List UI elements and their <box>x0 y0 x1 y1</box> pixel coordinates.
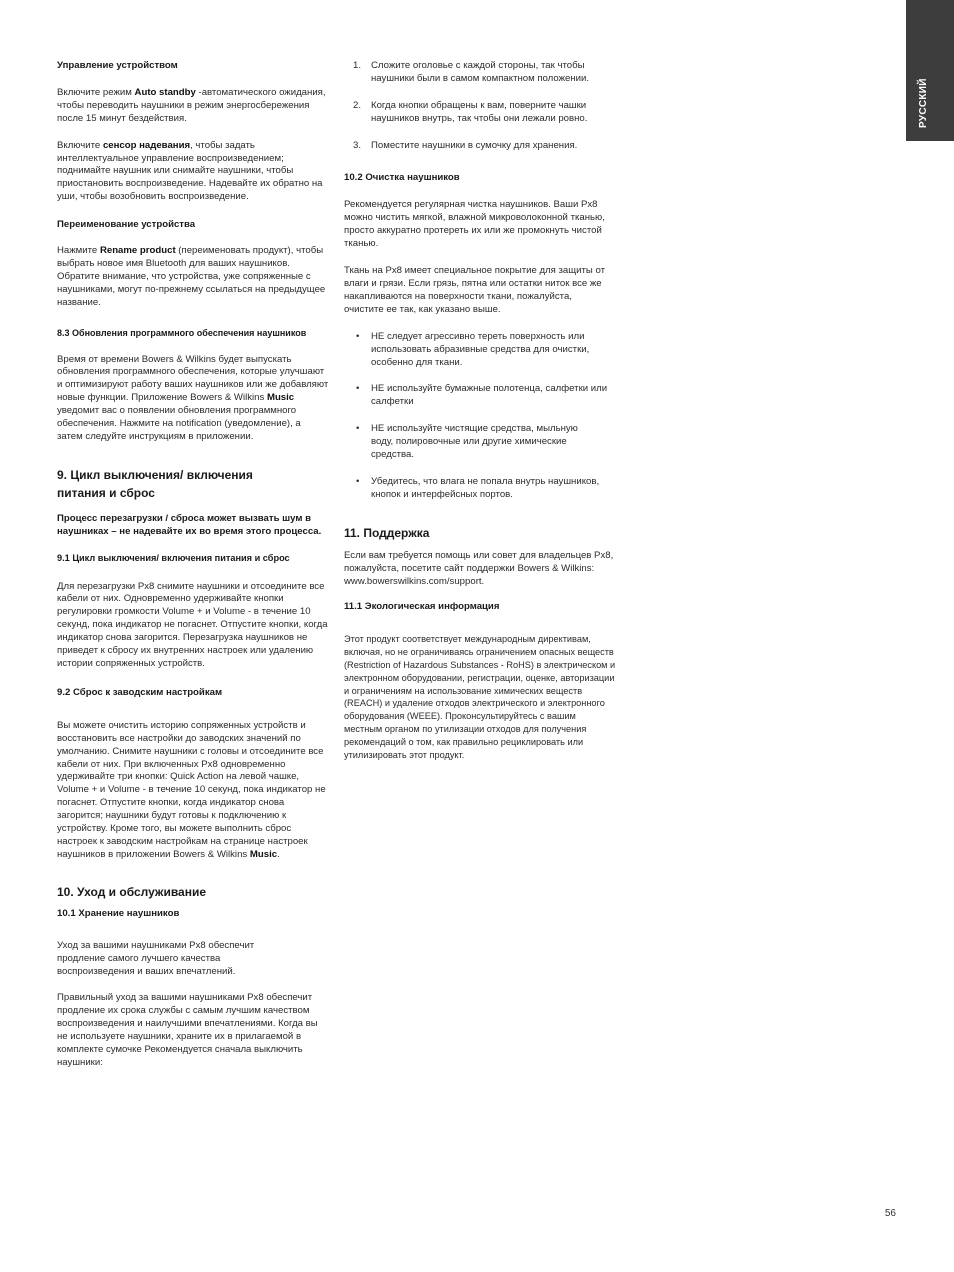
paragraph-11: Если вам требуется помощь или совет для владельцев Px8, пожалуйста, посетите сайт поддержки Bowers & Wilkins: www.bowerswilkins.com/support. <box>344 549 614 587</box>
list-item: 2. Когда кнопки обращены к вам, поверните чашки наушников внутрь, так чтобы они лежали ровно. <box>353 99 588 124</box>
paragraph-wear-sensor: Включите сенсор надевания, чтобы задать интеллектуальное управление воспроизведением; поднимайте наушник или снимайте наушники, чтобы приостановить воспроизведение. Надевайте их обратно на уши, чтобы возобновить воспроизведение. <box>57 139 323 203</box>
heading-rename-device: Переименование устройства <box>57 219 196 231</box>
paragraph-9-1: Для перезагрузки Px8 снимите наушники и отсоедините все кабели от них. Одновременно удерживайте кнопки регулировки громкости Volume + и Volume - в течение 10 секунд, пока индикатор не погаснет. Отпустите кнопки, когда индикатор снова загорится. Перезагрузка наушников не приведет к сбросу их внутренних настроек или удалению истории сопряженных устройств. <box>57 580 328 669</box>
bullet: • <box>356 475 360 487</box>
paragraph-9-2: Вы можете очистить историю сопряженных устройств и восстановить все настройки до заводских значений по умолчанию. Снимите наушники с головы и отсоедините все кабели от них. При включенных Px8 одновременно удерживайте три кнопки: Quick Action на левой чашке, Volume + и Volume - в течение 10 секунд, пока индикатор не погаснет. Отпустите кнопки, когда индикатор снова загорится; наушники будут готовы к подключению к устройству. Кроме того, вы можете выполнить сброс настроек к заводским настройкам на странице настроек наушников в приложении Bowers & Wilkins Music. <box>57 719 326 860</box>
page-number: 56 <box>884 1208 896 1219</box>
list-item: • НЕ используйте чистящие средства, мыльную воду, полировочные или другие химические средства. <box>356 423 578 461</box>
paragraph-10-2-a: Рекомендуется регулярная чистка наушников. Ваши Px8 можно чистить мягкой, влажной микроволоконной тканью, просто аккуратно протереть их или же промокнуть чистой тканью. <box>344 199 605 250</box>
left-column <box>57 60 329 1070</box>
language-tab <box>906 0 954 141</box>
bullet: • <box>356 383 360 395</box>
paragraph-11-1: Этот продукт соответствует международным директивам, включая, но не ограничиваясь ограничением опасных веществ (Restriction of Hazardous Substances - RoHS) в электрическом и электронном оборудовании, регистрации, оценке, авторизации и ограничениям на использование химических веществ (REACH) и удаление отходов электрического и электронного оборудования (WEEE). Проконсультируйтесь с вашим местным органом по утилизации отходов для получения рекомендаций о том, как правильно рециклировать или утилизировать этот продукт. <box>344 634 616 760</box>
heading-section-10: 10. Уход и обслуживание <box>57 884 207 899</box>
heading-9-2: 9.2 Сброс к заводским настройкам <box>57 686 223 698</box>
right-column <box>344 60 616 761</box>
heading-10-1: 10.1 Хранение наушников <box>57 907 180 919</box>
heading-9-1: 9.1 Цикл выключения/ включения питания и сброс <box>57 552 290 563</box>
paragraph-10-1-a: Уход за вашими наушниками Px8 обеспечит продление самого лучшего качества воспроизведения и ваших впечатлений. <box>57 939 255 977</box>
warning-reset-noise: Процесс перезагрузки / сброса может вызвать шум в наушниках – не надевайте их во время этого процесса. <box>57 512 322 537</box>
bullet: • <box>356 330 360 342</box>
list-item: • НЕ следует агрессивно тереть поверхность или использовать абразивные средства для очистки, особенно для ткани. <box>356 330 590 368</box>
bullet: • <box>356 423 360 435</box>
paragraph-8-3: Время от времени Bowers & Wilkins будет выпускать обновления программного обеспечения, которые улучшают и оптимизируют работу ваших наушников или же добавляют новые функции. Приложение Bowers & Wilkins Music уведомит вас о появлении обновления программного обеспечения. Нажмите на notification (уведомление), а затем следуйте инструкциям в приложении. <box>57 353 329 442</box>
heading-8-3: 8.3 Обновления программного обеспечения наушников <box>57 327 307 338</box>
list-item: 3. Поместите наушники в сумочку для хранения. <box>353 139 578 151</box>
paragraph-10-2-b: Ткань на Px8 имеет специальное покрытие для защиты от влаги и грязи. Если грязь, пятна или остатки ниток все же накапливаются на поверхности ткани, пожалуйста, очистите ее так, как указано выше. <box>344 265 605 315</box>
list-number: 2. <box>353 99 362 111</box>
heading-section-9: 9. Цикл выключения/ включения питания и сброс <box>57 467 253 500</box>
list-number: 3. <box>353 139 362 151</box>
paragraph-auto-standby: Включите режим Auto standby -автоматического ожидания, чтобы переводить наушники в режим энергосбережения после 15 минут бездействия. <box>57 86 326 124</box>
list-item: 1. Сложите оголовье с каждой стороны, так чтобы наушники были в самом компактном положении. <box>353 60 590 84</box>
heading-10-2: 10.2 Очистка наушников <box>344 171 460 183</box>
language-tab-label: РУССКИЙ <box>918 78 929 128</box>
paragraph-rename: Нажмите Rename product (переименовать продукт), чтобы выбрать новое имя Bluetooth для ваших наушников. Обратите внимание, что устройства, уже сопряженные с наушниками, могут по-прежнему ссылаться на предыдущее название. <box>57 245 326 308</box>
list-item: • НЕ используйте бумажные полотенца, салфетки или салфетки <box>356 383 608 408</box>
heading-device-management: Управление устройством <box>57 60 178 71</box>
heading-section-11: 11. Поддержка <box>344 525 430 540</box>
list-item: • Убедитесь, что влага не попала внутрь наушников, кнопок и интерфейсных портов. <box>356 475 600 500</box>
list-number: 1. <box>353 60 362 71</box>
paragraph-10-1-b: Правильный уход за вашими наушниками Px8 обеспечит продление их срока службы с самым лучшим качеством воспроизведения и наилучшими впечатлениями. Когда вы не используете наушники, храните их в прилагаемой в комплекте сумочке Рекомендуется сначала выключить наушники: <box>57 992 318 1068</box>
heading-11-1: 11.1 Экологическая информация <box>344 601 500 613</box>
